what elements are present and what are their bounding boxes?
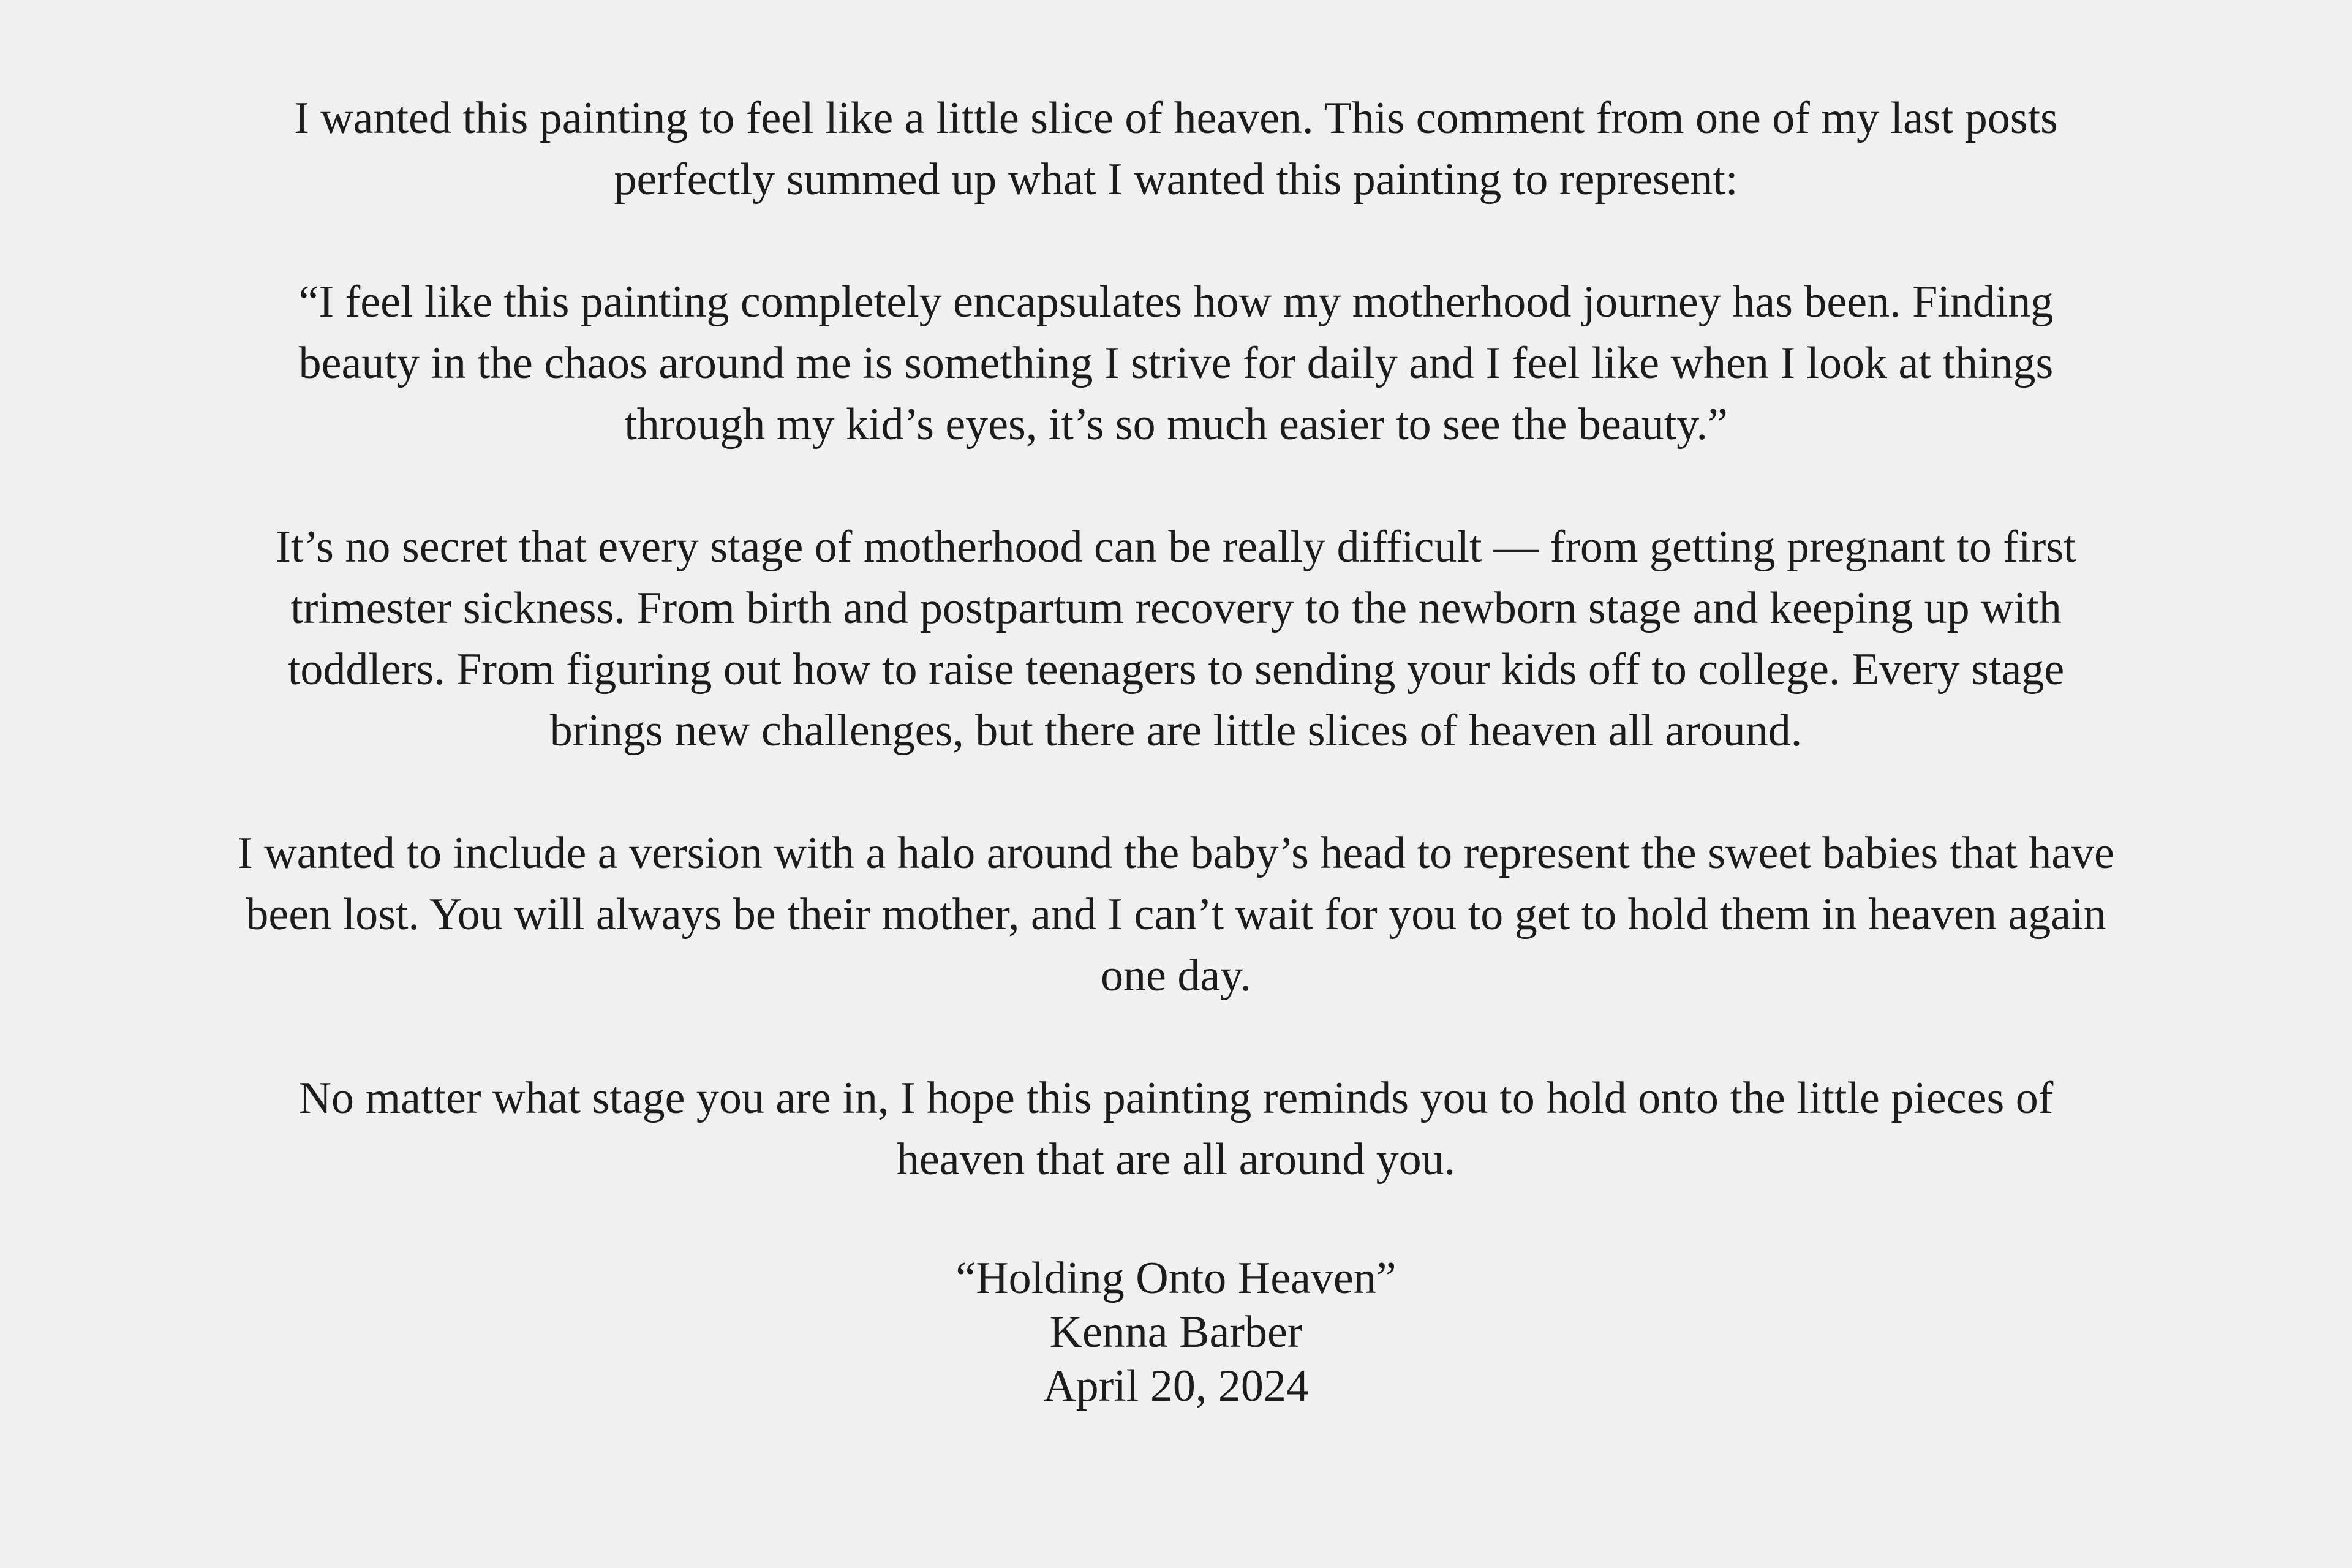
painting-title: “Holding Onto Heaven” (956, 1253, 1396, 1303)
signature-block (233, 1251, 2119, 1413)
paragraph-closing: No matter what stage you are in, I hope this painting reminds you to hold onto the little pieces of heaven that are all around you. (298, 1073, 2054, 1185)
artist-name: Kenna Barber (1049, 1307, 1303, 1357)
document-body (233, 88, 2119, 1413)
paragraph-halo-version: I wanted to include a version with a halo around the baby’s head to represent the sweet babies that have been lost. You will always be their mother, and I can’t wait for you to get to hold them in heaven again one day. (238, 828, 2114, 1001)
paragraph-motherhood-stages: It’s no secret that every stage of motherhood can be really difficult — from getting pregnant to first trimester sickness. From birth and postpartum recovery to the newborn stage and keeping up with toddlers. From figuring out how to raise teenagers to sending your kids off to college. Every stage brings new challenges, but there are little slices of heaven all around. (276, 522, 2076, 756)
paragraph-quote: “I feel like this painting completely encapsulates how my motherhood journey has been. Finding beauty in the chaos around me is something I strive for daily and I feel like when I look at things through my kid’s eyes, it’s so much easier to see the beauty.” (298, 277, 2054, 450)
paragraph-intro: I wanted this painting to feel like a little slice of heaven. This comment from one of my last posts perfectly summed up what I wanted this painting to represent: (294, 93, 2058, 205)
signature-date: April 20, 2024 (1043, 1361, 1309, 1411)
